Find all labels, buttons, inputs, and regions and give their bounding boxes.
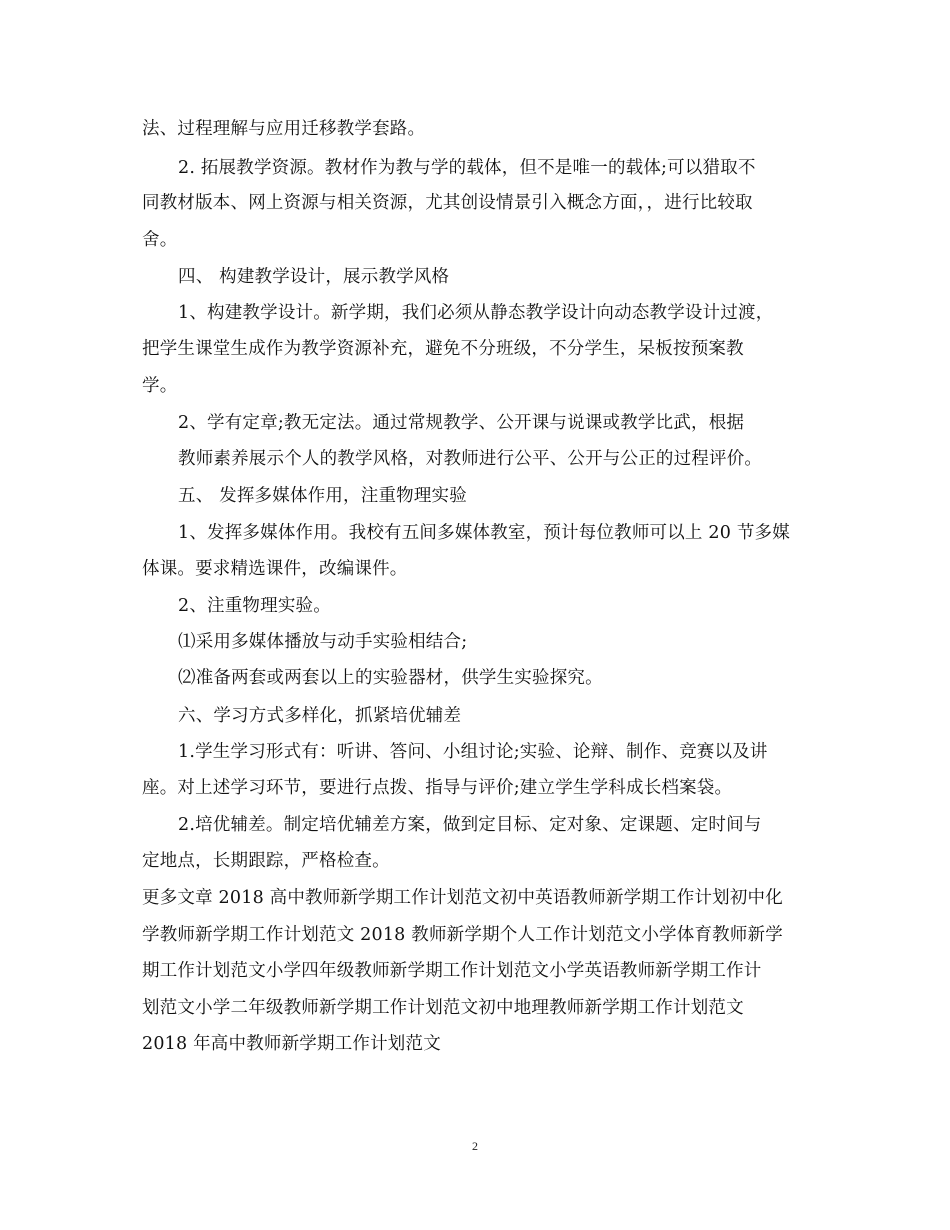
paragraph-line: 1.学生学习形式有：听讲、答问、小组讨论;实验、论辩、制作、竞赛以及讲 (178, 742, 768, 762)
paragraph-line: 座。对上述学习环节，要进行点拨、指导与评价;建立学生学科成长档案袋。 (142, 778, 733, 798)
section-heading: 六、学习方式多样化，抓紧培优辅差 (178, 706, 462, 726)
paragraph-line: 1、发挥多媒体作用。我校有五间多媒体教室，预计每位教师可以上 20 节多媒 (178, 523, 790, 543)
paragraph-line: 体课。要求精选课件，改编课件。 (142, 559, 408, 579)
paragraph-line: 定地点，长期跟踪，严格检查。 (142, 851, 390, 871)
paragraph-line: 学。 (142, 376, 178, 396)
related-articles-line: 学教师新学期工作计划范文 2018 教师新学期个人工作计划范文小学体育教师新学 (142, 925, 783, 945)
paragraph-line: 2. 拓展教学资源。教材作为教与学的载体，但不是唯一的载体;可以猎取不 (178, 158, 756, 178)
paragraph-line: 法、过程理解与应用迁移教学套路。 (142, 119, 426, 139)
related-articles-line: 2018 年高中教师新学期工作计划范文 (142, 1034, 441, 1054)
paragraph-line: 1、构建教学设计。新学期，我们必须从静态教学设计向动态教学设计过渡， (178, 303, 774, 323)
paragraph-line: 同教材版本、网上资源与相关资源，尤其创设情景引入概念方面，，进行比较取 (142, 193, 753, 213)
list-item: ⑴采用多媒体播放与动手实验相结合; (178, 632, 468, 652)
related-articles-line: 划范文小学二年级教师新学期工作计划范文初中地理教师新学期工作计划范文 (142, 998, 744, 1018)
related-articles-line: 期工作计划范文小学四年级教师新学期工作计划范文小学英语教师新学期工作计 (142, 961, 762, 981)
page-number: 2 (472, 1139, 478, 1153)
related-articles-line: 更多文章 2018 高中教师新学期工作计划范文初中英语教师新学期工作计划初中化 (142, 888, 783, 908)
paragraph-line: 2、注重物理实验。 (178, 596, 331, 616)
paragraph-line: 2、学有定章;教无定法。通过常规教学、公开课与说课或教学比武，根据 (178, 413, 745, 433)
list-item: ⑵准备两套或两套以上的实验器材，供学生实验探究。 (178, 668, 603, 688)
section-heading: 五、 发挥多媒体作用，注重物理实验 (178, 486, 467, 506)
paragraph-line: 舍。 (142, 230, 178, 250)
paragraph-line: 2.培优辅差。制定培优辅差方案，做到定目标、定对象、定课题、定时间与 (178, 815, 762, 835)
section-heading: 四、 构建教学设计，展示教学风格 (178, 267, 450, 287)
paragraph-line: 教师素养展示个人的教学风格，对教师进行公平、公开与公正的过程评价。 (178, 449, 763, 469)
paragraph-line: 把学生课堂生成作为教学资源补充，避免不分班级，不分学生，呆板按预案教 (142, 339, 744, 359)
